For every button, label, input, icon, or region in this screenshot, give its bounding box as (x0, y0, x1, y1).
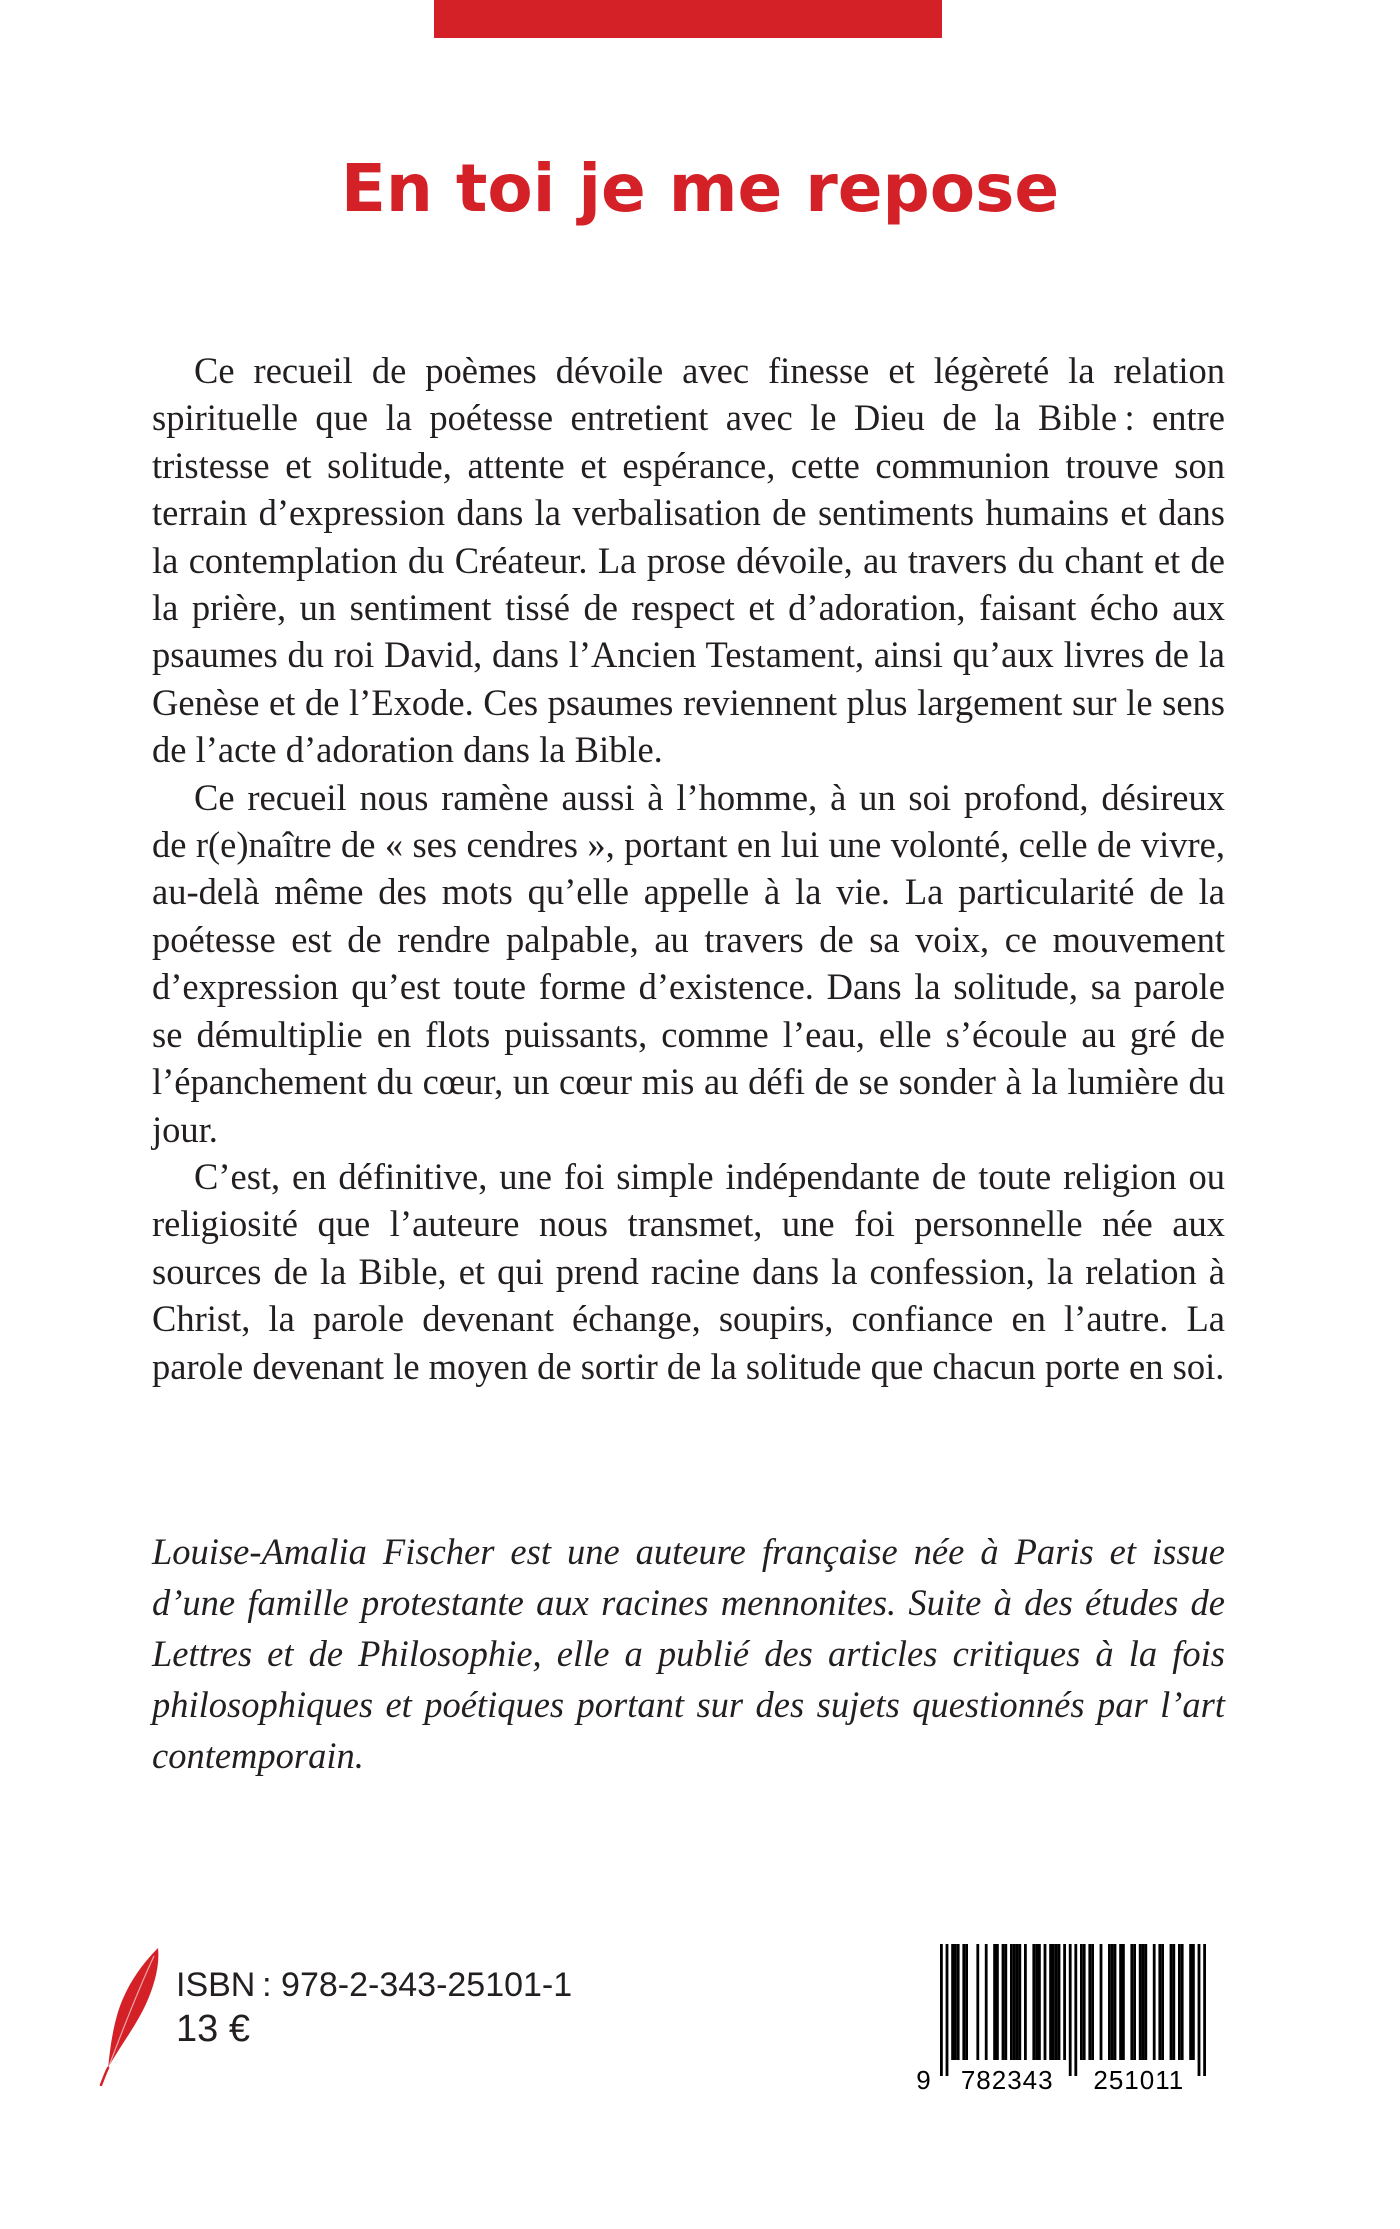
barcode-bar (1108, 1944, 1111, 2060)
barcode-bar (946, 1944, 949, 2076)
barcode-bar (1133, 1944, 1136, 2060)
barcode-bar (1016, 1944, 1019, 2060)
barcode-bar (996, 1944, 999, 2060)
barcode-bar (1083, 1944, 1086, 2060)
barcode-bar (1044, 1944, 1047, 2060)
barcode-bar (1074, 1944, 1077, 2076)
barcode-bar (1189, 1944, 1192, 2060)
barcode-bar (1052, 1944, 1055, 2060)
author-bio: Louise-Amalia Fischer est une auteure française née à Paris et issue d’une famille protestante aux racines mennonites. Suite à des études de Lettres et de Philosophie, elle a publié des articles critiques à la fois philosophiques et poétiques portant sur des sujets questionnés par l’art contemporain. (152, 1531, 1225, 1776)
barcode-bar (1013, 1944, 1016, 2060)
barcode-bar (954, 1944, 957, 2060)
barcode-bar (940, 1944, 943, 2076)
barcode-bar (1111, 1944, 1114, 2060)
barcode-bar (1018, 1944, 1021, 2060)
barcode-bar (1038, 1944, 1041, 2060)
barcode-bar (1172, 1944, 1175, 2060)
barcode-bar (951, 1944, 954, 2060)
isbn-label: ISBN : 978-2-343-25101-1 (176, 1966, 573, 2004)
barcode-bar (985, 1944, 988, 2060)
barcode-bar (1203, 1944, 1206, 2076)
barcode-bar (1181, 1944, 1184, 2060)
barcode-bar (1004, 1944, 1007, 2060)
barcode-bar (965, 1944, 968, 2060)
barcode-bar (1142, 1944, 1145, 2060)
barcode-bar (1198, 1944, 1201, 2076)
barcode-bar (1024, 1944, 1027, 2060)
barcode-bar (1091, 1944, 1094, 2060)
barcode-bar (1158, 1944, 1161, 2060)
barcode-bar (1058, 1944, 1061, 2060)
book-title: En toi je me repose (340, 150, 1060, 227)
barcode-bar (1100, 1944, 1103, 2060)
barcode-bar (962, 1944, 965, 2060)
barcode-bar (1063, 1944, 1066, 2060)
barcode-bar (1069, 1944, 1072, 2076)
barcode-bar (976, 1944, 979, 2060)
barcode-bar (1178, 1944, 1181, 2060)
barcode-bar (1080, 1944, 1083, 2060)
barcode-bar (1010, 1944, 1013, 2060)
barcode-bar (1032, 1944, 1035, 2060)
barcode-bar (1139, 1944, 1142, 2060)
summary-paragraph-3: C’est, en définitive, une foi simple indépendante de toute religion ou religiosité que l’auteure nous transmet, une foi personnelle née aux sources de la Bible, et qui prend racine dans la confession, la relation à Christ, la parole devenant échange, soupirs, confiance en l’autre. La parole devenant le moyen de sortir de la solitude que chacun porte en soi. (152, 1155, 1225, 1387)
barcode-bar (1130, 1944, 1133, 2060)
barcode-left-digits: 782343 (960, 2065, 1054, 2095)
barcode-bar (1144, 1944, 1147, 2060)
barcode-bar (1170, 1944, 1173, 2060)
barcode-bar (1049, 1944, 1052, 2060)
barcode-bar (1114, 1944, 1117, 2060)
barcode-right-digits: 251011 (1093, 2065, 1185, 2095)
summary-paragraph-2: Ce recueil nous ramène aussi à l’homme, à un soi profond, désireux de r(e)naître de « ses cendres », portant en lui une volonté, celle de vivre, au-delà même des mots qu’elle appelle à la vie. La particularité de la poétesse est de rendre palpable, au travers de sa voix, ce mouvement d’expression qu’est toute forme d’existence. Dans la solitude, sa parole se démultiplie en flots puissants, comme l’eau, elle s’écoule au gré de l’épanchement du cœur, un cœur mis au défi de se sonder à la lumière du jour. (152, 776, 1225, 1150)
barcode-bar (1119, 1944, 1122, 2060)
red-feather-icon (96, 1946, 166, 2086)
barcode-bar (993, 1944, 996, 2060)
top-red-band (434, 0, 942, 38)
barcode-bar (1153, 1944, 1156, 2060)
ean13-barcode (912, 1940, 1236, 2096)
barcode-bar (1002, 1944, 1005, 2060)
barcode-lead-digit: 9 (916, 2065, 932, 2095)
barcode-bar (1192, 1944, 1195, 2060)
barcode-bar (957, 1944, 960, 2060)
barcode-bar (1161, 1944, 1164, 2060)
barcode-bar (1035, 1944, 1038, 2060)
back-cover-summary (152, 347, 1225, 1390)
price-label: 13 € (176, 2008, 250, 2050)
barcode-bar (1088, 1944, 1091, 2060)
barcode-bar (1055, 1944, 1058, 2060)
summary-paragraph-1: Ce recueil de poèmes dévoile avec finesse et légèreté la relation spirituelle que la poétesse entretient avec le Dieu de la Bible : entre tristesse et solitude, attente et espérance, cette communion trouve son terrain d’expression dans la verbalisation de sentiments humains et dans la contemplation du Créateur. La prose dévoile, au travers du chant et de la prière, un sentiment tissé de respect et d’adoration, faisant écho aux psaumes du roi David, dans l’Ancien Testament, ainsi qu’aux livres de la Genèse et de l’Exode. Ces psaumes reviennent plus largement sur le sens de l’acte d’adoration dans la Bible. (152, 350, 1225, 771)
barcode-bar (1122, 1944, 1125, 2060)
